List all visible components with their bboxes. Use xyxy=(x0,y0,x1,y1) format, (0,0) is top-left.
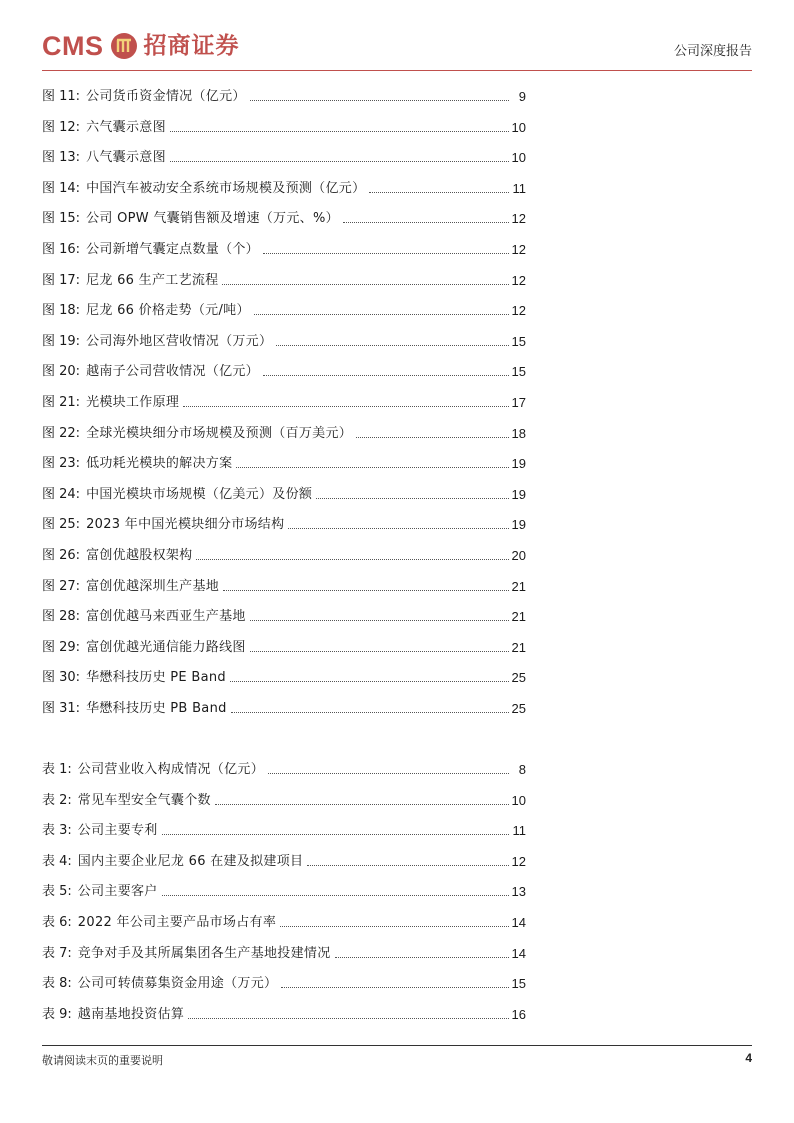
dot-leader xyxy=(288,527,508,529)
toc-figure-entry[interactable] xyxy=(42,390,526,412)
toc-figure-entry[interactable] xyxy=(42,176,526,198)
toc-figure-entry[interactable] xyxy=(42,604,526,626)
toc-figure-entry[interactable] xyxy=(42,115,526,137)
dot-leader xyxy=(268,772,509,774)
toc-entry-page: 19 xyxy=(511,456,526,472)
dot-leader xyxy=(356,436,508,438)
toc-entry-title: 中国光模块市场规模（亿美元）及份额 xyxy=(86,486,313,502)
toc-entry-title: 富创优越股权架构 xyxy=(86,548,193,563)
toc-entry-label xyxy=(42,486,312,504)
toc-figure-entry[interactable] xyxy=(42,543,526,565)
toc-entry-label xyxy=(42,333,272,351)
toc-entry-label xyxy=(42,792,211,810)
toc-entry-title: 竞争对手及其所属集团各生产基地投建情况 xyxy=(77,945,331,961)
toc-entry-title: 低功耗光模块的解决方案 xyxy=(86,456,233,472)
toc-figure-entry[interactable] xyxy=(42,665,526,687)
dot-leader xyxy=(223,589,508,591)
toc-entry-page: 12 xyxy=(511,242,526,257)
toc-entry-label xyxy=(42,639,246,657)
toc-entry-title: 2023 年中国光模块细分市场结构 xyxy=(86,517,285,533)
toc-entry-page: 15 xyxy=(511,976,526,992)
toc-entry-number: 表 3: xyxy=(42,823,72,839)
toc-figure-entry[interactable] xyxy=(42,84,526,106)
toc-figure-entry[interactable] xyxy=(42,359,526,381)
toc-entry-title: 公司海外地区营收情况（万元） xyxy=(86,333,273,349)
dot-leader xyxy=(281,986,508,988)
toc-entry-title: 常见车型安全气囊个数 xyxy=(77,792,211,808)
toc-table-entry[interactable] xyxy=(42,910,526,932)
toc-table-entry[interactable] xyxy=(42,818,526,840)
toc-entry-title: 八气囊示意图 xyxy=(86,150,166,166)
toc-entry-page: 20 xyxy=(511,548,526,563)
toc-entry-number: 图 19: xyxy=(42,333,81,349)
toc-entry-title: 尼龙 66 价格走势（元/吨） xyxy=(86,303,250,319)
toc-entry-label xyxy=(42,394,179,412)
cms-logo xyxy=(42,26,240,66)
toc-entry-label xyxy=(42,578,219,596)
toc-figure-entry[interactable] xyxy=(42,268,526,290)
dot-leader xyxy=(162,833,509,835)
toc-entry-page: 10 xyxy=(511,150,526,166)
toc-entry-page: 21 xyxy=(511,639,526,655)
toc-figure-entry[interactable] xyxy=(42,298,526,320)
dot-leader xyxy=(170,130,509,132)
dot-leader xyxy=(183,405,508,407)
toc-entry-number: 图 28: xyxy=(42,609,81,625)
dot-leader xyxy=(230,680,509,682)
dot-leader xyxy=(254,313,509,315)
dot-leader xyxy=(369,191,509,193)
toc-entry-label xyxy=(42,455,232,473)
toc-entry-page: 18 xyxy=(511,425,526,441)
toc-entry-number: 表 6: xyxy=(42,915,72,930)
toc-entry-label xyxy=(42,425,352,443)
toc-entry-number: 图 13: xyxy=(42,150,81,166)
toc-entry-number: 图 26: xyxy=(42,548,81,563)
toc-entry-title: 六气囊示意图 xyxy=(86,119,166,135)
toc-entry-page: 12 xyxy=(511,211,526,227)
toc-entry-number: 表 5: xyxy=(42,884,72,900)
dot-leader xyxy=(307,864,508,866)
toc-entry-label xyxy=(42,516,284,534)
toc-entry-label xyxy=(42,608,246,626)
dot-leader xyxy=(188,1017,508,1019)
page-number: 4 xyxy=(745,1051,752,1065)
dot-leader xyxy=(170,160,509,162)
toc-entry-title: 公司可转债募集资金用途（万元） xyxy=(77,976,278,992)
dot-leader xyxy=(196,558,508,560)
toc-entry-title: 公司货币资金情况（亿元） xyxy=(86,89,246,104)
toc-entry-title: 公司主要客户 xyxy=(77,884,158,900)
toc-entry-page: 21 xyxy=(511,578,526,594)
toc-entry-page: 25 xyxy=(511,701,526,716)
toc-entry-page: 8 xyxy=(518,762,526,777)
page-header xyxy=(42,26,752,70)
toc-entry-number: 图 14: xyxy=(42,180,81,196)
toc-entry-number: 图 30: xyxy=(42,670,81,686)
toc-entry-page: 12 xyxy=(511,303,526,319)
toc-table-entry[interactable] xyxy=(42,971,526,993)
toc-entry-number: 图 21: xyxy=(42,395,81,410)
logo-latin-text: CMS xyxy=(42,31,104,61)
dot-leader xyxy=(215,803,509,805)
toc-entry-label xyxy=(42,547,192,565)
toc-entry-page: 13 xyxy=(511,884,526,900)
dot-leader xyxy=(335,956,509,958)
toc-entry-label xyxy=(42,302,250,320)
toc-entry-label xyxy=(42,180,365,198)
dot-leader xyxy=(162,894,509,896)
header-divider xyxy=(42,70,752,71)
toc-entry-label xyxy=(42,761,264,779)
toc-entry-number: 图 23: xyxy=(42,456,81,472)
toc-entry-number: 图 16: xyxy=(42,242,81,257)
toc-entry-number: 图 15: xyxy=(42,211,81,227)
toc-entry-label xyxy=(42,1006,184,1024)
toc-entry-title: 公司主要专利 xyxy=(77,823,158,839)
toc-entry-page: 15 xyxy=(511,364,526,380)
toc-figure-entry[interactable] xyxy=(42,206,526,228)
dot-leader xyxy=(263,374,509,376)
toc-entry-page: 21 xyxy=(511,609,526,625)
toc-entry-title: 富创优越深圳生产基地 xyxy=(86,578,220,594)
toc-entry-page: 11 xyxy=(512,180,526,196)
toc-entry-page: 16 xyxy=(511,1006,526,1022)
toc-entry-title: 中国汽车被动安全系统市场规模及预测（亿元） xyxy=(86,180,366,196)
toc-entry-label xyxy=(42,914,276,932)
toc-figure-entry[interactable] xyxy=(42,329,526,351)
toc-entry-label xyxy=(42,945,331,963)
toc-table-entry[interactable] xyxy=(42,849,526,871)
toc-entry-label xyxy=(42,853,303,871)
toc-entry-label xyxy=(42,241,259,259)
toc-entry-number: 图 27: xyxy=(42,578,81,594)
dot-leader xyxy=(276,344,508,346)
toc-figure-entry[interactable] xyxy=(42,696,526,718)
toc-entry-page: 17 xyxy=(511,395,526,410)
toc-entry-number: 表 4: xyxy=(42,853,72,869)
toc-entry-title: 华懋科技历史 PB Band xyxy=(86,701,227,716)
toc-entry-page: 10 xyxy=(511,119,526,135)
toc-entry-number: 图 20: xyxy=(42,364,81,380)
toc-entry-page: 19 xyxy=(511,486,526,502)
dot-leader xyxy=(250,99,509,101)
toc-figure-entry[interactable] xyxy=(42,451,526,473)
toc-entry-page: 15 xyxy=(511,333,526,349)
toc-entry-label xyxy=(42,272,218,290)
toc-entry-title: 光模块工作原理 xyxy=(86,395,180,410)
toc-entry-page: 11 xyxy=(512,823,526,839)
document-type-label: 公司深度报告 xyxy=(673,44,752,59)
dot-leader xyxy=(250,650,509,652)
toc-table-entry[interactable] xyxy=(42,879,526,901)
toc-entry-title: 华懋科技历史 PE Band xyxy=(86,670,226,686)
toc-entry-title: 富创优越光通信能力路线图 xyxy=(86,639,246,655)
toc-entry-page: 12 xyxy=(511,853,526,869)
toc-entry-number: 表 9: xyxy=(42,1006,72,1022)
toc-entry-title: 尼龙 66 生产工艺流程 xyxy=(86,272,219,288)
toc-entry-number: 表 1: xyxy=(42,762,72,777)
toc-entry-label xyxy=(42,883,158,901)
toc-entry-label xyxy=(42,363,259,381)
dot-leader xyxy=(236,466,508,468)
footer-divider xyxy=(42,1045,752,1046)
toc-entry-number: 图 29: xyxy=(42,639,81,655)
toc-figure-entry[interactable] xyxy=(42,237,526,259)
toc-figure-entry[interactable] xyxy=(42,482,526,504)
toc-entry-title: 公司营业收入构成情况（亿元） xyxy=(77,762,264,777)
toc-figure-entry[interactable] xyxy=(42,512,526,534)
toc-entry-page: 25 xyxy=(511,670,526,686)
toc-entry-number: 图 12: xyxy=(42,119,81,135)
toc-entry-page: 9 xyxy=(518,89,526,104)
disclaimer-note: 敬请阅读末页的重要说明 xyxy=(42,1054,163,1067)
dot-leader xyxy=(250,619,509,621)
toc-entry-title: 越南子公司营收情况（亿元） xyxy=(86,364,259,380)
toc-entry-title: 越南基地投资估算 xyxy=(77,1006,185,1022)
toc-entry-title: 公司 OPW 气囊销售额及增速（万元、%） xyxy=(86,211,339,227)
toc-entry-number: 图 25: xyxy=(42,517,81,533)
toc-figure-entry[interactable] xyxy=(42,574,526,596)
toc-entry-page: 19 xyxy=(511,517,526,533)
dot-leader xyxy=(231,711,509,713)
toc-entry-title: 国内主要企业尼龙 66 在建及拟建项目 xyxy=(77,853,304,869)
toc-table-entry[interactable] xyxy=(42,788,526,810)
toc-entry-title: 2022 年公司主要产品市场占有率 xyxy=(77,915,277,930)
dot-leader xyxy=(280,925,508,927)
toc-entry-number: 表 2: xyxy=(42,792,72,808)
toc-entry-number: 图 31: xyxy=(42,701,81,716)
toc-entry-number: 表 7: xyxy=(42,945,72,961)
toc-entry-number: 图 18: xyxy=(42,303,81,319)
toc-entry-number: 图 11: xyxy=(42,89,81,104)
cms-emblem-icon xyxy=(110,32,138,60)
toc-entry-label xyxy=(42,210,339,228)
toc-entry-number: 图 24: xyxy=(42,486,81,502)
toc-entry-label xyxy=(42,149,166,167)
dot-leader xyxy=(263,252,509,254)
toc-entry-label xyxy=(42,669,226,687)
toc-entry-label xyxy=(42,88,246,106)
toc-entry-label xyxy=(42,119,166,137)
toc-entry-number: 图 17: xyxy=(42,272,81,288)
toc-figure-entry[interactable] xyxy=(42,635,526,657)
toc-figure-entry[interactable] xyxy=(42,145,526,167)
toc-entry-page: 10 xyxy=(511,792,526,808)
toc-entry-title: 公司新增气囊定点数量（个） xyxy=(86,242,259,257)
dot-leader xyxy=(316,497,508,499)
toc-entry-page: 14 xyxy=(511,915,526,930)
toc-table-entry[interactable] xyxy=(42,1002,526,1024)
toc-entry-number: 表 8: xyxy=(42,976,72,992)
dot-leader xyxy=(222,283,508,285)
logo-chinese-text: 招商证券 xyxy=(143,32,240,59)
toc-table-entry[interactable] xyxy=(42,757,526,779)
toc-entry-page: 14 xyxy=(511,945,526,961)
dot-leader xyxy=(343,221,509,223)
toc-entry-number: 图 22: xyxy=(42,425,81,441)
toc-entry-title: 富创优越马来西亚生产基地 xyxy=(86,609,246,625)
toc-entry-label xyxy=(42,975,277,993)
toc-entry-label xyxy=(42,700,227,718)
toc-entry-title: 全球光模块细分市场规模及预测（百万美元） xyxy=(86,425,353,441)
toc-figure-entry[interactable] xyxy=(42,421,526,443)
toc-entry-page: 12 xyxy=(511,272,526,288)
toc-table-entry[interactable] xyxy=(42,941,526,963)
toc-entry-label xyxy=(42,822,158,840)
